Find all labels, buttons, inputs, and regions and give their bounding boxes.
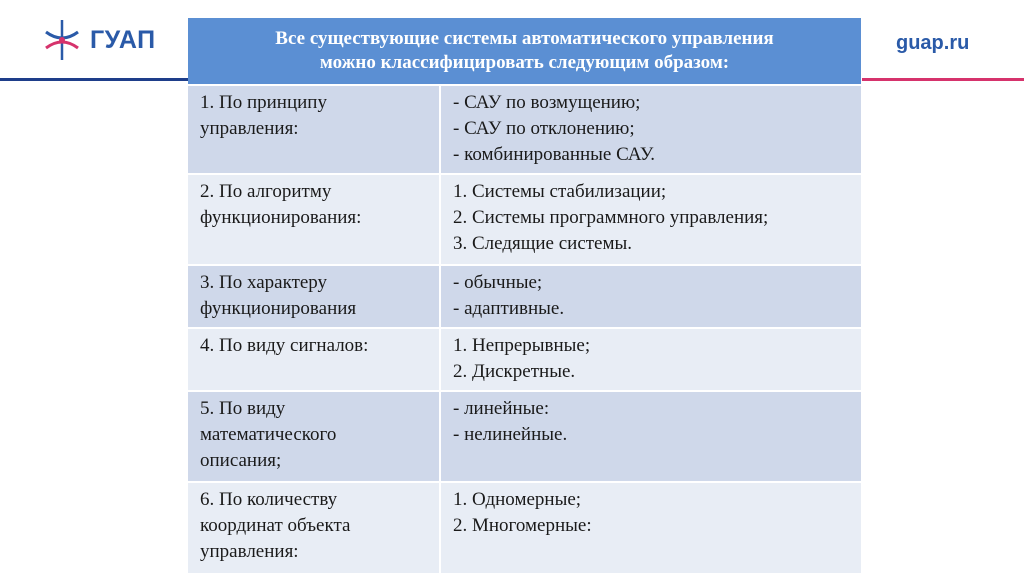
types-cell: - САУ по возмущению; - САУ по отклонению; - комбинированные САУ. xyxy=(440,85,861,174)
criterion-cell: 1. По принципу управления: xyxy=(188,85,440,174)
criterion-cell: 4. По виду сигналов: xyxy=(188,328,440,391)
types-cell: 1. Системы стабилизации; 2. Системы программного управления; 3. Следящие системы. xyxy=(440,174,861,265)
header-rule-left xyxy=(0,78,190,81)
criterion-cell: 5. По виду математического описания; xyxy=(188,391,440,482)
site-link[interactable]: guap.ru xyxy=(896,32,970,54)
logo-text: ГУАП xyxy=(90,25,156,54)
table-row xyxy=(188,174,861,265)
criterion-cell: 6. По количеству координат объекта управления: xyxy=(188,482,440,574)
table-row xyxy=(188,265,861,328)
types-cell: 1. Одномерные; 2. Многомерные: xyxy=(440,482,861,574)
table-row xyxy=(188,328,861,391)
types-cell: - линейные: - нелинейные. xyxy=(440,391,861,482)
header-rule-right xyxy=(862,78,1024,81)
table-row xyxy=(188,85,861,174)
table-header-row xyxy=(188,18,861,85)
table-header: Все существующие системы автоматического управления можно классифицировать следующим образом: xyxy=(188,18,861,85)
criterion-cell: 2. По алгоритму функционирования: xyxy=(188,174,440,265)
types-cell: - обычные; - адаптивные. xyxy=(440,265,861,328)
classification-table xyxy=(188,18,861,575)
table-row xyxy=(188,482,861,574)
criterion-cell: 3. По характеру функционирования xyxy=(188,265,440,328)
table-row xyxy=(188,391,861,482)
guap-emblem-icon xyxy=(40,18,84,62)
guap-logo[interactable] xyxy=(40,20,190,60)
types-cell: 1. Непрерывные; 2. Дискретные. xyxy=(440,328,861,391)
